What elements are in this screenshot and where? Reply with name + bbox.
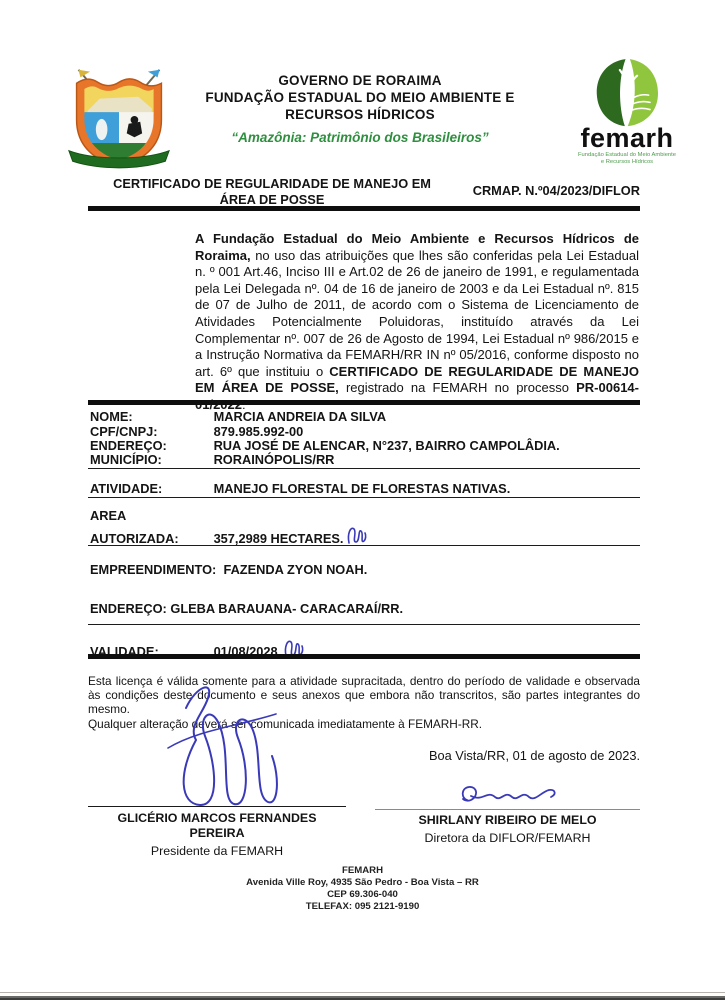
intro-text-1: no uso das atribuições que lhes são conferidas pela Lei Estadual n. º 001 Art.46, Inciso III e Art.02 de 26 de janeiro de 1991, e regulamentada pela Lei Delegada nº. 04 de 16 de janeiro de 2003 e da Lei Estadual nº. 815 de 07 de Julho de 2011, de acordo com o Sistema de Licenciamento de Atividades Potencialmente Poluidoras, instituído através da Lei Complementar nº. 007 de 26 de Agosto de 1994, Lei Estadual nº 986/2015 e a Instrução Normativa da FEMARH/RR IN nº 05/2016, conforme disposto no art. 6º que instituiu o — [195, 247, 639, 379]
header-org-block — [180, 72, 540, 145]
signatory-right-role: Diretora da DIFLOR/FEMARH — [424, 831, 591, 845]
field-area-label-line2: AUTORIZADA: — [90, 531, 179, 546]
org-name-line3: RECURSOS HÍDRICOS — [285, 107, 435, 122]
issue-date: Boa Vista/RR, 01 de agosto de 2023. — [428, 748, 640, 763]
certificate-number: CRMAP. N.º04/2023/DIFLOR — [472, 183, 640, 198]
org-name-line2: FUNDAÇÃO ESTADUAL DO MEIO AMBIENTE E — [205, 90, 515, 105]
field-endereco-empreendimento — [90, 601, 640, 616]
intro-bold-2: CERTIFICADO DE REGULARIDADE DE MANEJO EM ÁREA DE POSSE, — [195, 363, 639, 396]
field-municipio — [90, 452, 640, 467]
title-row — [88, 176, 640, 207]
field-empreendimento-label: EMPREENDIMENTO: — [90, 562, 217, 577]
intro-paragraph — [195, 231, 639, 414]
footer-cep: CEP 69.306-040 — [327, 889, 398, 900]
signatory-left-role: Presidente da FEMARH — [150, 844, 284, 858]
field-atividade-label: ATIVIDADE: — [90, 481, 163, 496]
field-area-label-line1: AREA — [90, 508, 127, 523]
divider-thin-rule — [88, 468, 640, 469]
signatory-left-name-line2: PEREIRA — [189, 826, 245, 840]
divider-thin-rule — [88, 545, 640, 546]
director-signature-icon — [455, 780, 565, 810]
footer-address-block — [0, 865, 725, 913]
field-municipio-value: RORAINÓPOLIS/RR — [213, 452, 335, 467]
signatory-left-name-line1: GLICÉRIO MARCOS FERNANDES — [117, 811, 317, 825]
field-endereco-label: ENDEREÇO: — [90, 438, 167, 453]
org-name-line1: GOVERNO DE RORAIMA — [278, 73, 442, 88]
field-cpf-label: CPF/CNPJ: — [90, 424, 158, 439]
femarh-leaf-icon — [591, 57, 663, 129]
field-area-value: 357,2989 HECTARES. — [213, 531, 344, 546]
field-endereco-empreendimento-label: ENDEREÇO: — [90, 601, 167, 616]
divider-thin-rule — [88, 624, 640, 625]
intro-text-3: : — [242, 396, 246, 412]
field-municipio-label: MUNICÍPIO: — [90, 452, 162, 467]
field-endereco — [90, 438, 640, 453]
field-atividade — [90, 481, 640, 496]
signature-line-left — [88, 806, 346, 807]
field-empreendimento — [90, 562, 640, 577]
intro-text-2: registrado na FEMARH no processo — [338, 380, 577, 396]
org-tagline: “Amazônia: Patrimônio dos Brasileiros” — [231, 130, 489, 145]
field-cpf-value: 879.985.992-00 — [213, 424, 304, 439]
femarh-logo — [563, 57, 691, 166]
field-validade-value: 01/08/2028. — [213, 644, 282, 659]
certificate-title-line2: ÁREA DE POSSE — [219, 191, 325, 207]
field-endereco-value: RUA JOSÉ DE ALENCAR, N°237, BAIRRO CAMPOLÂDIA. — [213, 438, 560, 453]
signatory-left — [88, 811, 346, 858]
signatory-right-name: SHIRLANY RIBEIRO DE MELO — [418, 813, 597, 827]
field-cpf — [90, 424, 640, 439]
field-atividade-value: MANEJO FLORESTAL DE FLORESTAS NATIVAS. — [213, 481, 511, 496]
validity-note-1: Esta licença é válida somente para a atividade supracitada, dentro do período de validade e observada às condições deste documento e seus anexos que embora não transcritos, são partes integrantes do mesmo. — [88, 674, 640, 717]
femarh-wordmark: femarh — [580, 123, 674, 153]
divider-double-rule — [88, 206, 640, 211]
field-nome-label: NOME: — [90, 409, 133, 424]
validity-notes — [88, 674, 640, 731]
roraima-coat-of-arms-icon — [60, 62, 178, 170]
divider-double-rule — [88, 400, 640, 405]
femarh-subtitle-line1: Fundação Estadual do Meio Ambiente — [578, 152, 676, 158]
intro-bold-1: A Fundação Estadual do Meio Ambiente e Recursos Hídricos de Roraima, — [195, 231, 639, 263]
signature-line-right — [375, 809, 640, 810]
signatory-right — [375, 813, 640, 845]
divider-double-rule — [88, 654, 640, 659]
field-nome-value: MARCIA ANDREIA DA SILVA — [213, 409, 387, 424]
scan-bottom-edge — [0, 992, 725, 1000]
field-endereco-empreendimento-value: GLEBA BARAUANA- CARACARAÍ/RR. — [170, 601, 404, 616]
certificate-title-line1: CERTIFICADO DE REGULARIDADE DE MANEJO EM — [113, 176, 431, 191]
field-nome — [90, 409, 640, 424]
divider-thin-rule — [88, 497, 640, 498]
intro-bold-3: PR-00614-01/2022 — [195, 380, 639, 412]
field-validade-label: VALIDADE: — [90, 644, 159, 659]
femarh-subtitle-line2: e Recursos Hídricos — [600, 159, 654, 165]
field-empreendimento-value: FAZENDA ZYON NOAH. — [223, 562, 368, 577]
footer-telefax: TELEFAX: 095 2121-9190 — [305, 901, 420, 912]
footer-org: FEMARH — [341, 865, 384, 876]
certificate-title — [88, 176, 456, 207]
footer-address: Avenida Ville Roy, 4935 São Pedro - Boa Vista – RR — [246, 877, 479, 888]
validity-note-2: Qualquer alteração deverá ser comunicada imediatamente à FEMARH-RR. — [88, 716, 483, 731]
